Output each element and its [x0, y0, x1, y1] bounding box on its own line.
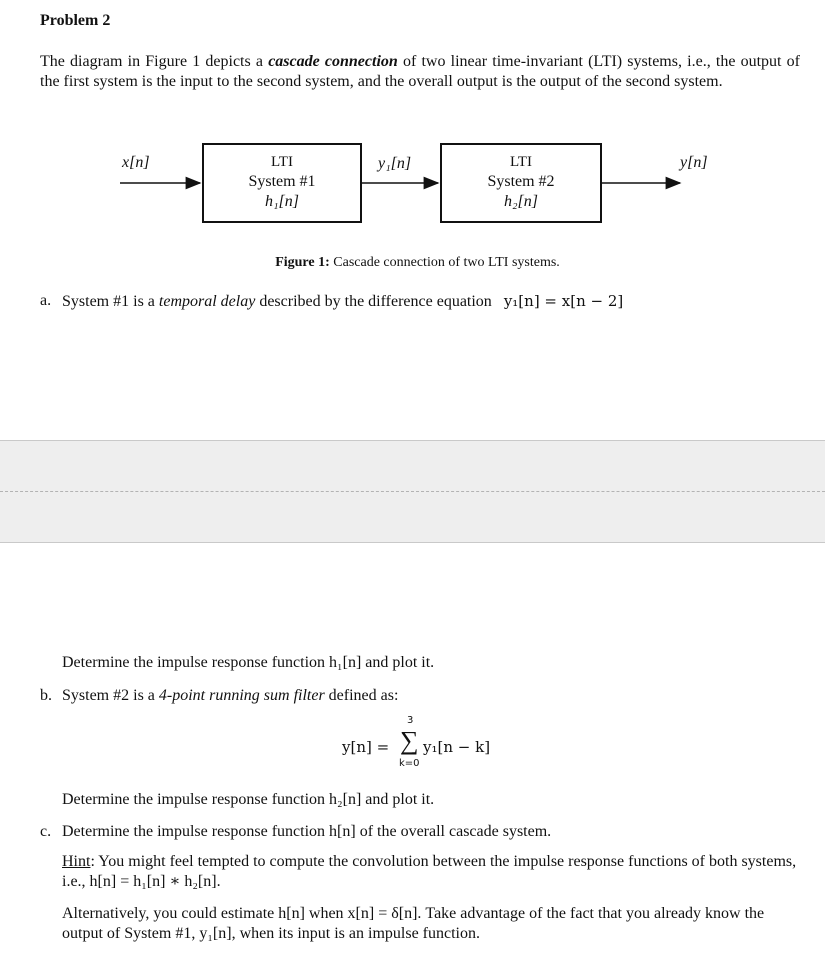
- part-c-statement: Determine the impulse response function h[n] of the overall cascade system.: [62, 823, 552, 840]
- part-a-marker: a.: [40, 292, 52, 309]
- part-b-emphasis: 4-point running sum filter: [158, 687, 325, 704]
- intro-emphasis: cascade connection: [268, 53, 398, 70]
- eq-lhs: y[n] =: [342, 738, 390, 756]
- system1-impulse: h₁[n]: [264, 193, 299, 210]
- system2-impulse: h₂[n]: [503, 193, 538, 210]
- part-b-determine: Determine the impulse response function h₂[n] and plot it.: [62, 791, 435, 808]
- eq-rhs: y₁[n − k]: [423, 738, 491, 756]
- part-c-marker: c.: [40, 823, 52, 840]
- output-signal-label: y[n]: [680, 154, 708, 171]
- part-a-equation: y₁[n] = x[n − 2]: [503, 292, 624, 310]
- hint-label: Hint: [62, 853, 91, 870]
- part-c-hint: [62, 852, 802, 892]
- figure-caption: [0, 255, 825, 271]
- part-b-statement: [62, 686, 398, 706]
- part-a-text-1: System #1 is a: [62, 293, 159, 310]
- sum-lower-limit: k=0: [399, 758, 420, 769]
- page-break-line: [0, 491, 825, 492]
- part-b-marker: b.: [40, 687, 52, 704]
- intermediate-signal-label: y₁[n]: [378, 155, 412, 172]
- caption-label: Figure 1:: [275, 255, 330, 270]
- part-a-statement: [62, 291, 802, 312]
- system2-block: [440, 143, 602, 223]
- system1-name: System #1: [248, 173, 316, 190]
- system1-block: [202, 143, 362, 223]
- part-b-text-2: defined as:: [324, 687, 399, 704]
- system2-name: System #2: [487, 173, 555, 190]
- band-bottom-border: [0, 542, 825, 543]
- part-a-text-2: described by the difference equation: [255, 293, 492, 310]
- part-c-alternative: Alternatively, you could estimate h[n] when x[n] = δ[n]. Take advantage of the fact that you already know the output of System #1, y₁[n], when its input is an impulse function.: [62, 905, 765, 942]
- part-a-emphasis: temporal delay: [158, 293, 256, 310]
- problem-title: Problem 2: [40, 12, 111, 29]
- sum-upper-limit: 3: [407, 715, 414, 726]
- part-a-determine: Determine the impulse response function h₁[n] and plot it.: [62, 654, 435, 671]
- summation-symbol: ∑: [400, 726, 419, 755]
- system2-type: LTI: [510, 154, 532, 170]
- input-signal-label: x[n]: [122, 154, 150, 171]
- problem-intro: [40, 52, 800, 92]
- hint-text: : You might feel tempted to compute the convolution between the impulse response functions of both systems, i.e., h[n] = h₁[n] ∗ h₂[n].: [62, 853, 797, 890]
- caption-text: Cascade connection of two LTI systems.: [329, 255, 560, 270]
- intro-text-1: The diagram in Figure 1 depicts a: [40, 53, 269, 70]
- system1-type: LTI: [271, 154, 293, 170]
- intro-text-2: of two linear time-invariant (LTI) systems, i.e., the output of the first system is the input to the second system, and the overall output is the output of the second system.: [40, 53, 801, 90]
- part-b-text-1: System #2 is a: [62, 687, 159, 704]
